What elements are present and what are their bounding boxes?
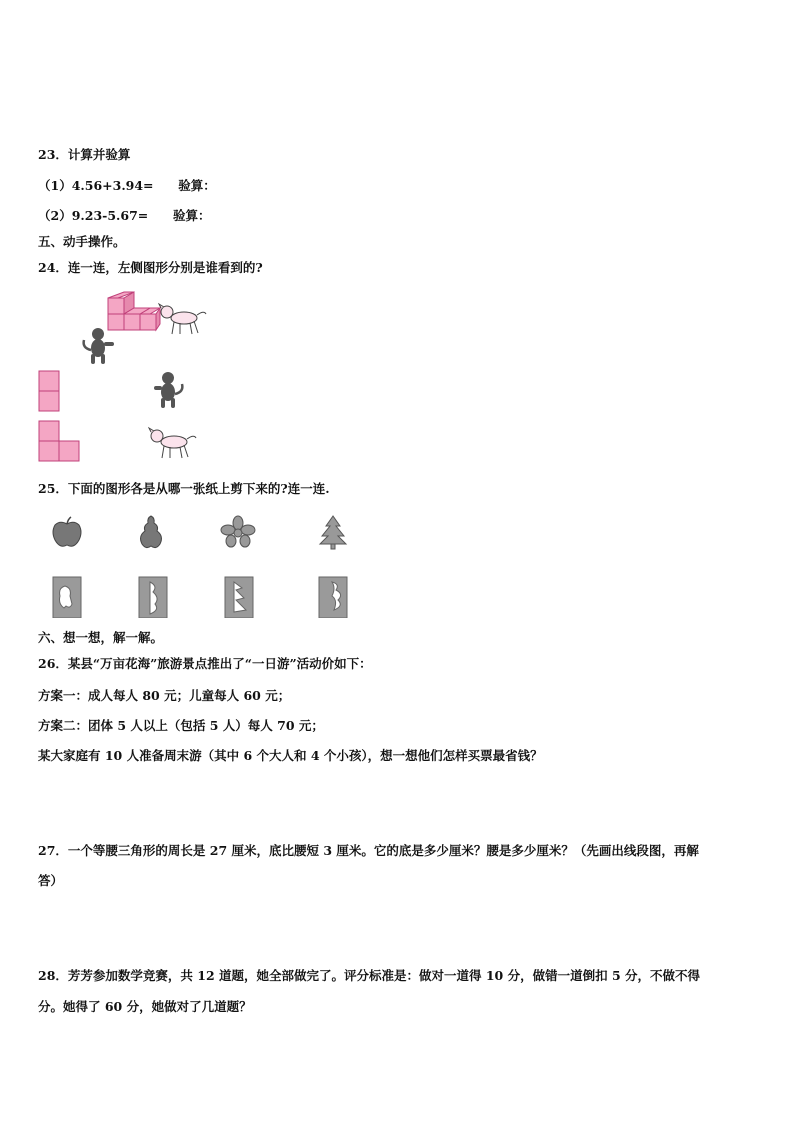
q23-item1-check: 验算：: [178, 178, 216, 193]
flower-shape-icon[interactable]: [220, 515, 256, 549]
q27-line1: 27．一个等腰三角形的周长是 27 厘米，底比腰短 3 厘米。它的底是多少厘米？腰是多少厘米？（先画出线段图，再解: [38, 843, 699, 858]
q23-item1-expr: （1）4.56+3.94=: [38, 178, 154, 193]
monkey-target-icon[interactable]: [150, 370, 186, 410]
q23-item2-check: 验算：: [172, 208, 211, 223]
dog-target-icon[interactable]: [148, 426, 198, 462]
q23-item2-expr: （2）9.23-5.67=: [38, 208, 149, 223]
apple-shape-icon[interactable]: [50, 516, 84, 550]
view-option-vertical[interactable]: [38, 370, 60, 414]
q26-intro: 26．某县“万亩花海”旅游景点推出了“一日游”活动价如下：: [38, 656, 372, 671]
section5-title: 五、动手操作。: [38, 234, 126, 249]
view-option-l-shape[interactable]: [38, 420, 82, 464]
q27-line2: 答）: [38, 873, 64, 888]
paper-cutout-3[interactable]: [224, 576, 254, 618]
q28-line2: 分。她得了 60 分，她做对了几道题？: [38, 999, 252, 1014]
q26-question: 某大家庭有 10 人准备周末游（其中 6 个大人和 4 个小孩），想一想他们怎样买票最省钱？: [38, 748, 543, 763]
paper-cutout-4[interactable]: [318, 576, 348, 618]
q23-title: 23．计算并验算: [38, 147, 131, 162]
q23-item1: [38, 178, 216, 194]
dog-icon: [158, 302, 208, 338]
q24-title: 24．连一连，左侧图形分别是谁看到的?: [38, 260, 263, 275]
q23-item2: [38, 208, 210, 224]
q26-plan1: 方案一：成人每人 80 元；儿童每人 60 元；: [38, 688, 291, 703]
gourd-shape-icon[interactable]: [136, 514, 166, 550]
tree-shape-icon[interactable]: [316, 514, 350, 550]
q28-line1: 28．芳芳参加数学竞赛，共 12 道题，她全部做完了。评分标准是：做对一道得 10 分，做错一道倒扣 5 分，不做不得: [38, 968, 700, 983]
q26-plan2: 方案二：团体 5 人以上（包括 5 人）每人 70 元；: [38, 718, 324, 733]
paper-cutout-2[interactable]: [138, 576, 168, 618]
paper-cutout-1[interactable]: [52, 576, 82, 618]
q25-title: 25．下面的图形各是从哪一张纸上剪下来的?连一连.: [38, 481, 330, 496]
monkey-icon: [80, 326, 116, 366]
section6-title: 六、想一想，解一解。: [38, 630, 164, 645]
